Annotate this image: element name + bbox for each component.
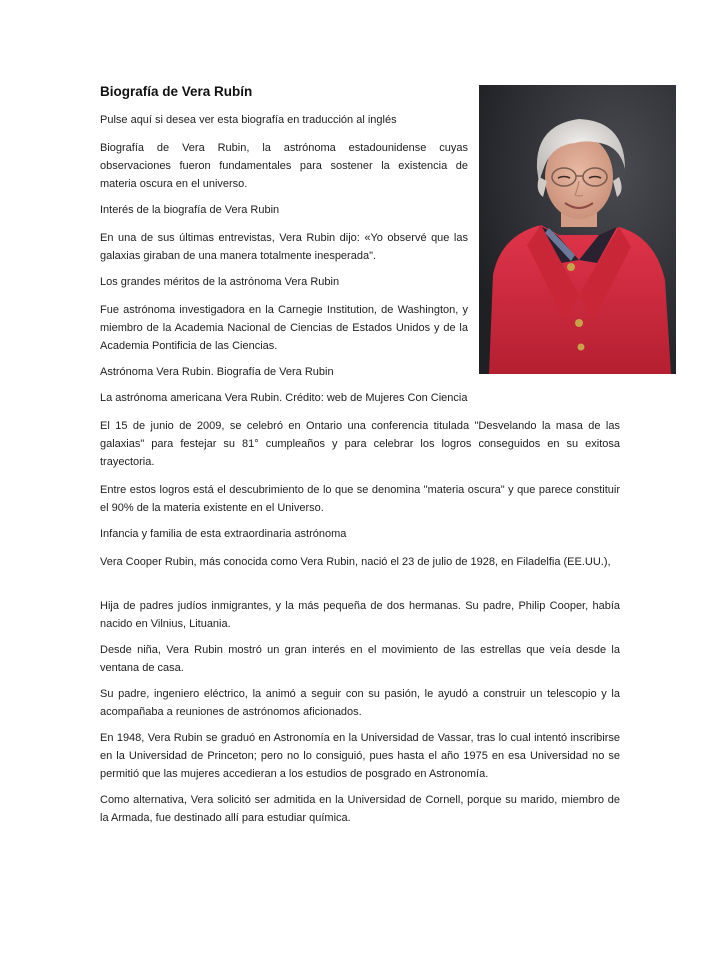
section-heading-merits: Los grandes méritos de la astrónoma Vera Rubin (100, 276, 340, 288)
family-paragraph: Hija de padres judíos inmigrantes, y la más pequeña de dos hermanas. Su padre, Philip Cooper, había nacido en Vilnius, Lituania. (100, 600, 620, 630)
birth-paragraph: Vera Cooper Rubin, más conocida como Vera Rubin, nació el 23 de julio de 1928, en Filadelfia (EE.UU.), (100, 556, 611, 568)
page-title: Biografía de Vera Rubín (100, 84, 253, 99)
section-heading-childhood: Infancia y familia de esta extraordinaria astrónoma (100, 528, 347, 540)
image-caption-title: Astrónoma Vera Rubin. Biografía de Vera Rubin (100, 366, 334, 378)
intro-paragraph: Biografía de Vera Rubin, la astrónoma estadounidense cuyas observaciones fueron fundamentales para sostener la existencia de materia oscura en el universo. (100, 142, 468, 190)
cornell-paragraph: Como alternativa, Vera solicitó ser admitida en la Universidad de Cornell, porque su marido, miembro de la Armada, fue destinado allí para estudiar química. (100, 794, 620, 824)
stars-paragraph: Desde niña, Vera Rubin mostró un gran interés en el movimiento de las estrellas que veía desde la ventana de casa. (100, 644, 620, 674)
merits-paragraph: Fue astrónoma investigadora en la Carnegie Institution, de Washington, y miembro de la Academia Nacional de Ciencias de Estados Unidos y de la Academia Pontificia de las Ciencias. (100, 304, 468, 352)
portrait-illustration (479, 85, 676, 374)
education-paragraph: En 1948, Vera Rubin se graduó en Astronomía en la Universidad de Vassar, tras lo cual intentó inscribirse en la Universidad de Princeton; pero no lo consiguió, pues hasta el año 1975 en esa Universidad no se permitió que las mujeres accedieran a los estudios de posgrado en Astronomía. (100, 732, 620, 780)
section-heading-interest: Interés de la biografía de Vera Rubin (100, 204, 280, 216)
interview-paragraph: En una de sus últimas entrevistas, Vera Rubin dijo: «Yo observé que las galaxias giraban de una manera totalmente inesperada". (100, 232, 468, 262)
image-credit: La astrónoma americana Vera Rubin. Crédito: web de Mujeres Con Ciencia (100, 392, 468, 404)
dark-matter-paragraph: Entre estos logros está el descubrimiento de lo que se denomina "materia oscura" y que parece constituir el 90% de la materia existente en el Universo. (100, 484, 620, 514)
vera-rubin-portrait (479, 85, 676, 374)
father-paragraph: Su padre, ingeniero eléctrico, la animó a seguir con su pasión, le ayudó a construir un telescopio y la acompañaba a reuniones de astrónomos aficionados. (100, 688, 620, 718)
conference-paragraph: El 15 de junio de 2009, se celebró en Ontario una conferencia titulada "Desvelando la masa de las galaxias" para festejar su 81° cumpleaños y para celebrar los logros conseguidos en su exitosa trayectoria. (100, 420, 620, 468)
english-translation-link[interactable]: Pulse aquí si desea ver esta biografía en traducción al inglés (100, 114, 397, 126)
